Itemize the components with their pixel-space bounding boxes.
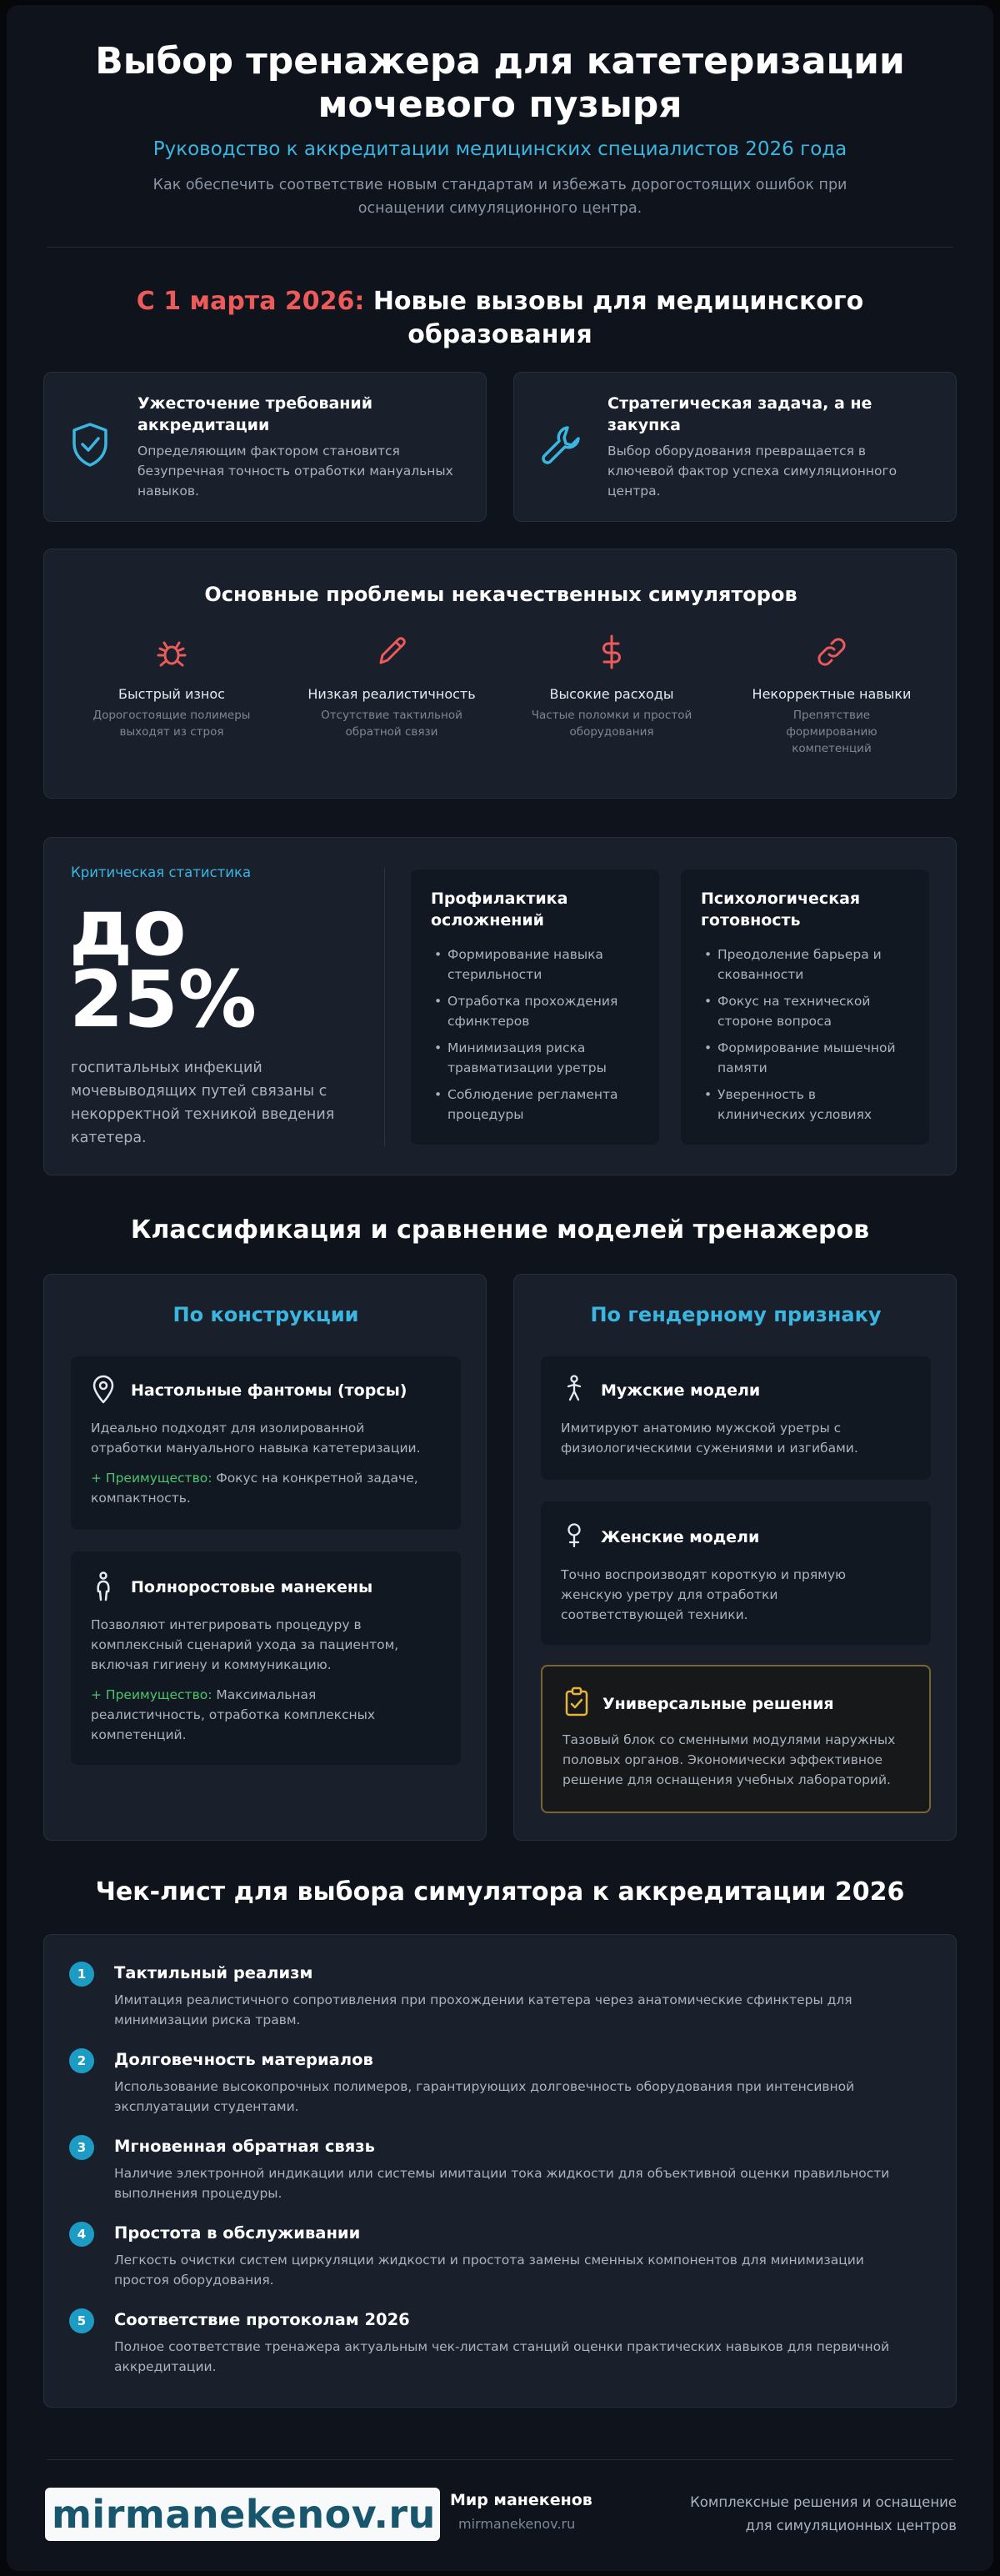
brand-logo[interactable]	[45, 2488, 440, 2541]
logo-text: mirmanekenov.ru	[52, 2492, 436, 2537]
stats-text: госпитальных инфекций мочевыводящих путей связаны с некорректной техникой введения катетера.	[71, 1060, 335, 1146]
problem-desc: Отсутствие тактильной обратной связи	[321, 709, 462, 739]
list-item: • Формирование мышечной памяти	[699, 1038, 919, 1078]
model-text: Тазовый блок со сменными модулями наружных половых органов. Экономически эффективное решение для оснащения учебных лабораторий.	[562, 1732, 896, 1787]
gender-title: По гендерному признаку	[590, 1303, 882, 1326]
model-advantage: + Преимущество: Максимальная реалистичность, отработка комплексных компетенций.	[91, 1687, 376, 1742]
female-symbol-icon	[564, 1521, 584, 1551]
checklist-title: Мгновенная обратная связь	[114, 2137, 375, 2156]
checklist-number: 2	[69, 2048, 94, 2073]
divider	[47, 247, 953, 248]
checklist-text: Полное соответствие тренажера актуальным чек-листам станций оценки практических навыков для первичной аккредитации.	[114, 2339, 890, 2374]
checklist-title: Простота в обслуживании	[114, 2223, 361, 2243]
male-figure-icon	[564, 1375, 584, 1405]
list-item: • Соблюдение регламента процедуры	[429, 1085, 649, 1125]
list-item: • Фокус на технической стороне вопроса	[699, 991, 919, 1031]
footer-brand: Мир манекенов	[450, 2491, 592, 2509]
model-title: Универсальные решения	[602, 1695, 834, 1713]
checklist-heading: Чек-лист для выбора симулятора к аккредитации 2026	[95, 1877, 905, 1907]
checklist-item	[69, 2308, 936, 2383]
problem-desc: Частые поломки и простой оборудования	[531, 709, 692, 739]
gender-panel	[513, 1274, 957, 1841]
list-item: • Преодоление барьера и скованности	[699, 945, 919, 985]
model-text: Идеально подходят для изолированной отработки мануального навыка катетеризации.	[91, 1421, 421, 1456]
prevention-card	[411, 870, 659, 1145]
challenge-text: Выбор оборудования превращается в ключевой фактор успеха симуляционного центра.	[608, 444, 898, 499]
problem-item	[76, 633, 268, 740]
construction-title: По конструкции	[172, 1303, 359, 1326]
challenge-title: Ужесточение требований аккредитации	[138, 394, 373, 434]
prevention-title: Профилактика осложнений	[431, 890, 568, 930]
checklist-text: Использование высокопрочных полимеров, гарантирующих долговечность оборудования при интенсивной эксплуатации студентами.	[114, 2079, 855, 2114]
stats-panel	[43, 837, 957, 1175]
footer-tagline: Комплексные решения и оснащение для симуляционных центров	[690, 2494, 957, 2533]
model-text: Позволяют интегрировать процедуру в комплексный сценарий ухода за пациентом, включая гигиену и коммуникацию.	[91, 1617, 399, 1672]
problem-desc: Препятствие формированию компетенций	[786, 709, 878, 755]
model-text: Точно воспроизводят короткую и прямую женскую уретру для отработки соответствующей техники.	[561, 1567, 847, 1622]
model-card-full-body	[71, 1551, 461, 1765]
checklist-item	[69, 2135, 936, 2210]
checklist-panel	[43, 1934, 957, 2408]
checklist-text: Легкость очистки систем циркуляции жидкости и простота замены сменных компонентов для минимизации простоя оборудования.	[114, 2253, 864, 2288]
list-item: • Минимизация риска травматизации уретры	[429, 1038, 649, 1078]
challenge-text: Определяющим фактором становится безупречная точность отработки мануальных навыков.	[138, 444, 453, 499]
model-card-male	[541, 1356, 931, 1480]
footer-site-link[interactable]: mirmanekenov.ru	[458, 2516, 576, 2532]
page-title: Выбор тренажера для катетеризации мочевого пузыря	[95, 40, 905, 126]
model-card-female	[541, 1501, 931, 1645]
problem-name: Некорректные навыки	[752, 686, 912, 702]
clipboard-check-icon	[564, 1686, 589, 1720]
problem-name: Низкая реалистичность	[308, 686, 476, 702]
problem-item	[296, 633, 488, 740]
checklist-text: Имитация реалистичного сопротивления при прохождении катетера через анатомические сфинктеры для минимизации риска травм.	[114, 1992, 852, 2027]
person-standing-icon	[92, 1571, 114, 1605]
pencil-icon	[296, 633, 488, 674]
checklist-title: Тактильный реализм	[114, 1963, 313, 1982]
problem-desc: Дорогостоящие полимеры выходят из строя	[92, 709, 251, 739]
stats-divider	[384, 868, 385, 1146]
problems-title: Основные проблемы некачественных симуляторов	[204, 583, 798, 606]
challenge-card-accreditation	[43, 372, 487, 522]
list-item: • Формирование навыка стерильности	[429, 945, 649, 985]
page-subtitle: Руководство к аккредитации медицинских специалистов 2026 года	[152, 138, 848, 160]
checklist-item	[69, 2222, 936, 2297]
problem-item	[736, 633, 928, 757]
construction-panel	[43, 1274, 487, 1841]
checklist-item	[69, 1962, 936, 2037]
bug-icon	[76, 633, 268, 674]
checklist-number: 5	[69, 2308, 94, 2333]
checklist-item	[69, 2048, 936, 2123]
classification-heading: Классификация и сравнение моделей тренажеров	[130, 1215, 870, 1245]
wrench-icon	[538, 421, 584, 471]
psych-card	[681, 870, 929, 1145]
list-item: • Уверенность в клинических условиях	[699, 1085, 919, 1125]
model-title: Мужские модели	[601, 1381, 761, 1400]
page-lead: Как обеспечить соответствие новым стандартам и избежать дорогостоящих ошибок при оснащении симуляционного центра.	[152, 177, 848, 217]
problem-name: Быстрый износ	[118, 686, 225, 702]
challenge-card-strategy	[513, 372, 957, 522]
page-frame	[7, 5, 993, 2571]
model-text: Имитируют анатомию мужской уретры с физиологическими сужениями и изгибами.	[561, 1421, 858, 1456]
problems-panel	[43, 549, 957, 799]
model-advantage: + Преимущество: Фокус на конкретной задаче, компактность.	[91, 1471, 418, 1506]
link-icon	[736, 633, 928, 674]
map-pin-icon	[91, 1375, 116, 1408]
psych-list	[699, 945, 919, 1131]
model-title: Полноростовые манекены	[131, 1578, 373, 1596]
footer-divider	[47, 2459, 953, 2460]
model-title: Женские модели	[601, 1528, 760, 1546]
checklist-title: Соответствие протоколам 2026	[114, 2310, 410, 2329]
challenges-heading: С 1 марта 2026: Новые вызовы для медицинского образования	[136, 287, 864, 349]
model-title: Настольные фантомы (торсы)	[131, 1381, 408, 1400]
checklist-text: Наличие электронной индикации или системы имитации тока жидкости для объективной оценки правильности выполнения процедуры.	[114, 2166, 890, 2201]
model-card-universal	[541, 1665, 931, 1813]
checklist-number: 4	[69, 2222, 94, 2247]
challenge-title: Стратегическая задача, а не закупка	[608, 394, 872, 434]
stats-label: Критическая статистика	[71, 865, 252, 880]
list-item: • Отработка прохождения сфинктеров	[429, 991, 649, 1031]
psych-title: Психологическая готовность	[701, 890, 861, 930]
prevention-list	[429, 945, 649, 1131]
checklist-title: Долговечность материалов	[114, 2050, 373, 2069]
dollar-icon	[516, 633, 708, 674]
model-card-torso	[71, 1356, 461, 1530]
checklist-number: 1	[69, 1962, 94, 1987]
problem-name: Высокие расходы	[549, 686, 674, 702]
stats-big-number: до 25%	[69, 883, 257, 1045]
problem-item	[516, 633, 708, 740]
checklist-number: 3	[69, 2135, 94, 2160]
shield-check-icon	[69, 421, 111, 471]
